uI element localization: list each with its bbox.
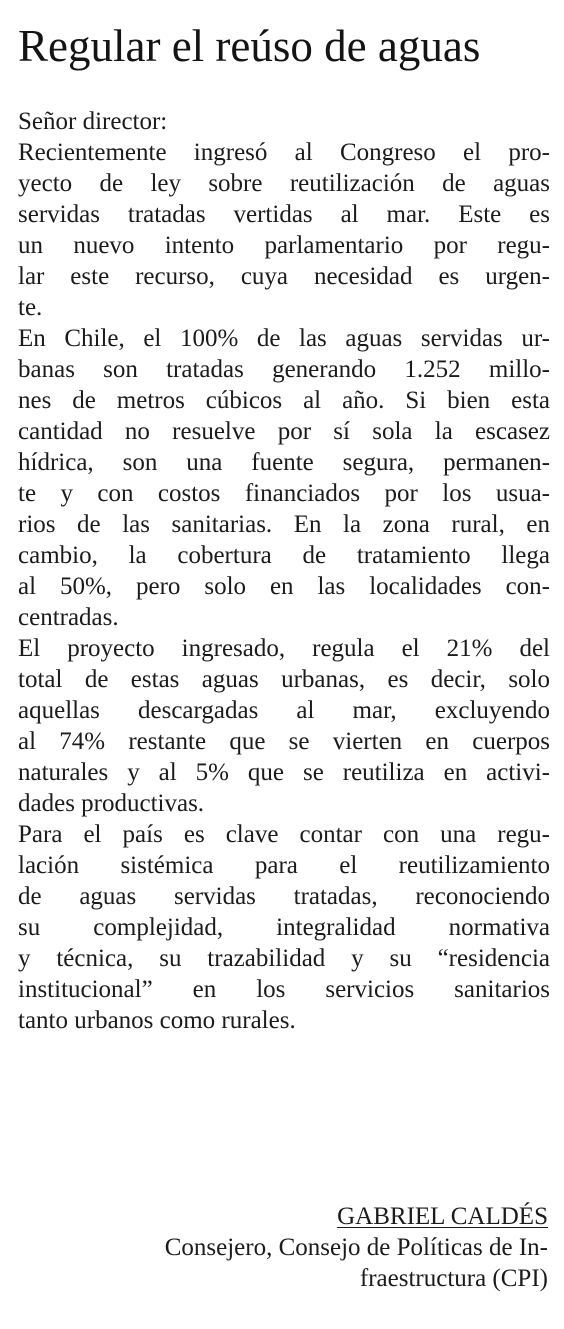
salutation: Señor director: — [18, 108, 168, 135]
body-line: te. — [18, 294, 43, 321]
body-line: total de estas aguas urbanas, es decir, solo — [18, 666, 550, 693]
body-line: hídrica, son una fuente segura, permanen- — [18, 449, 550, 476]
body-line: nes de metros cúbicos al año. Si bien esta — [18, 387, 550, 414]
body-line: El proyecto ingresado, regula el 21% del — [18, 635, 550, 662]
body-line: cantidad no resuelve por sí sola la escasez — [18, 418, 550, 445]
body-line: de aguas servidas tratadas, reconociendo — [18, 883, 550, 910]
body-line: tanto urbanos como rurales. — [18, 1007, 296, 1034]
body-line: al 50%, pero solo en las localidades con- — [18, 573, 550, 600]
body-line: un nuevo intento parlamentario por regu- — [18, 232, 550, 259]
body-line: aquellas descargadas al mar, excluyendo — [18, 697, 550, 724]
letter-title: Regular el reúso de aguas — [18, 21, 481, 71]
body-line: dades productivas. — [18, 790, 205, 817]
author-role-line-2: fraestructura (CPI) — [359, 1265, 548, 1292]
body-line: centradas. — [18, 604, 119, 631]
body-line: Para el país es clave contar con una regu- — [18, 821, 550, 848]
body-line: lar este recurso, cuya necesidad es urgen- — [18, 263, 550, 290]
letter-signature — [28, 1201, 548, 1294]
body-line: servidas tratadas vertidas al mar. Este es — [18, 201, 550, 228]
body-line: y técnica, su trazabilidad y su “residencia — [18, 945, 550, 972]
body-line: su complejidad, integralidad normativa — [18, 914, 550, 941]
body-line: lación sistémica para el reutilizamiento — [18, 852, 550, 879]
body-line: banas son tratadas generando 1.252 millo- — [18, 356, 550, 383]
author-name: GABRIEL CALDÉS — [337, 1203, 548, 1230]
body-line: yecto de ley sobre reutilización de aguas — [18, 170, 550, 197]
body-line: naturales y al 5% que se reutiliza en activi- — [18, 759, 550, 786]
body-line: En Chile, el 100% de las aguas servidas ur- — [18, 325, 550, 352]
body-line: Recientemente ingresó al Congreso el pro- — [18, 139, 550, 166]
body-line: rios de las sanitarias. En la zona rural, en — [18, 511, 550, 538]
letter-body — [18, 106, 550, 1036]
body-line: al 74% restante que se vierten en cuerpos — [18, 728, 550, 755]
body-line: te y con costos financiados por los usua- — [18, 480, 550, 507]
body-line: cambio, la cobertura de tratamiento llega — [18, 542, 550, 569]
body-line: institucional” en los servicios sanitarios — [18, 976, 550, 1003]
author-role-line-1: Consejero, Consejo de Políticas de In- — [164, 1234, 548, 1261]
